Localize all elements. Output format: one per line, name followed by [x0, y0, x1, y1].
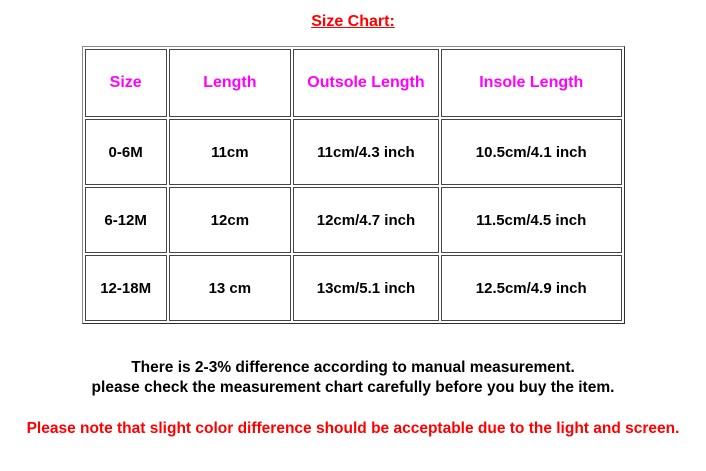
header-cell-length: Length: [169, 49, 291, 117]
color-disclaimer-note: Please note that slight color difference should be acceptable due to the light and screen.: [26, 420, 680, 437]
cell-insole-length: 10.5cm/4.1 inch: [441, 119, 622, 185]
size-chart-title: Size Chart:: [311, 13, 395, 30]
cell-length: 12cm: [169, 187, 291, 253]
header-row: [85, 49, 622, 117]
cell-outsole-length: 13cm/5.1 inch: [293, 255, 439, 321]
measurement-note-line1: There is 2-3% difference according to manual measurement.: [131, 359, 575, 376]
header-cell-size: Size: [85, 49, 167, 117]
measurement-note-line2: please check the measurement chart carefully before you buy the item.: [91, 378, 615, 396]
cell-size: 12-18M: [85, 255, 167, 321]
cell-size: 6-12M: [85, 187, 167, 253]
size-chart-table: [82, 46, 625, 324]
table-row: [85, 187, 622, 253]
table-row: [85, 255, 622, 321]
cell-length: 13 cm: [169, 255, 291, 321]
cell-size: 0-6M: [85, 119, 167, 185]
cell-length: 11cm: [169, 119, 291, 185]
cell-outsole-length: 12cm/4.7 inch: [293, 187, 439, 253]
header-cell-outsole-length: Outsole Length: [293, 49, 439, 117]
measurement-note: [0, 358, 706, 397]
cell-insole-length: 11.5cm/4.5 inch: [441, 187, 622, 253]
cell-insole-length: 12.5cm/4.9 inch: [441, 255, 622, 321]
cell-outsole-length: 11cm/4.3 inch: [293, 119, 439, 185]
header-cell-insole-length: Insole Length: [441, 49, 622, 117]
table-row: [85, 119, 622, 185]
